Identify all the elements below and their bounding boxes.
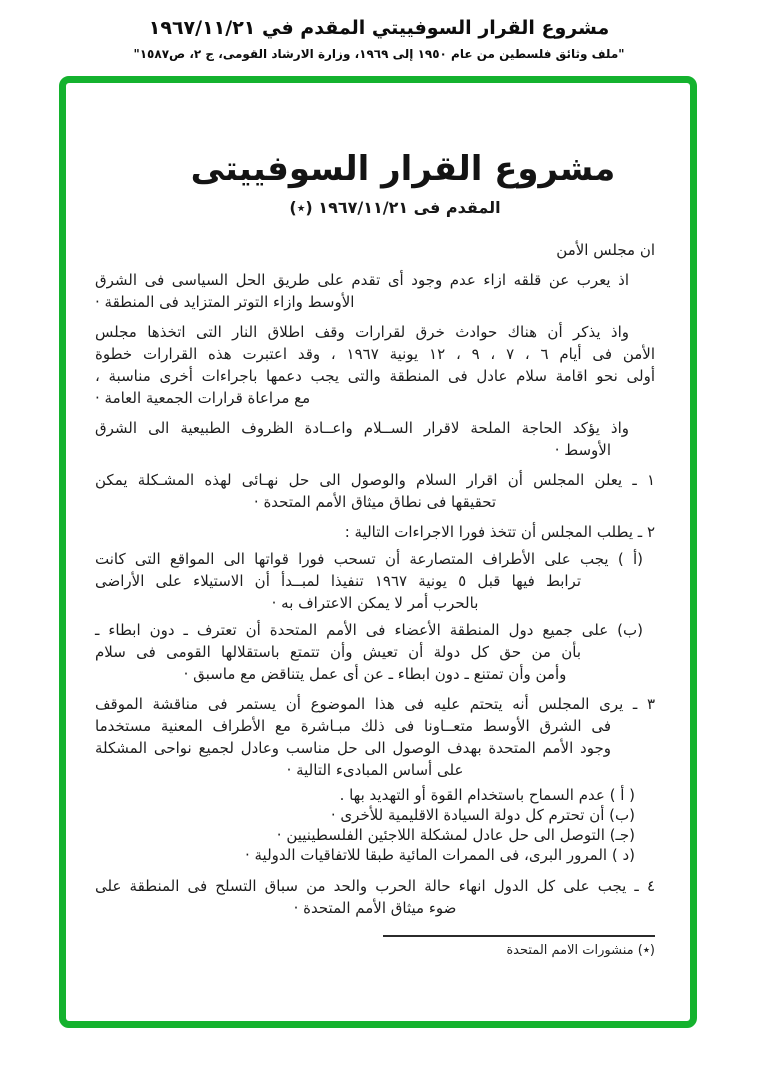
text-line: ١ ـ يعلن المجلس أن اقرار السلام والوصول الى حل نهـائى لهذه المشـكلة يمكن [95, 471, 655, 489]
text-line: الأوسط · [554, 441, 611, 459]
text-line: ٢ ـ يطلب المجلس أن تتخذ فورا الاجراءات التالية : [344, 523, 655, 541]
text-line: (ب) أن تحترم كل دولة السيادة الاقليمية للأخرى · [330, 806, 635, 824]
text-line: (ب) على جميع دول المنطقة الأعضاء فى الأمم المتحدة أن تعترف ـ دون ابطاء ـ [95, 621, 643, 639]
text-line: وجود الأمم المتحدة بهدف الوصول الى حل مناسب وعادل لجميع نواحى المشكلة [95, 739, 611, 757]
footnote-divider [383, 935, 655, 937]
footnote-text: (٭) منشورات الامم المتحدة [506, 943, 655, 958]
document [66, 147, 690, 1078]
text-line: ان مجلس الأمن [556, 241, 655, 259]
source-citation: "ملف وثائق فلسطين من عام ١٩٥٠ إلى ١٩٦٩، وزارة الارشاد القومى، ج ٢، ص١٥٨٧" [133, 47, 625, 61]
text-line: (د ) المرور البرى، فى الممرات المائية طبقا للاتفاقيات الدولية · [244, 846, 635, 864]
text-line: ترابط فيها قبل ٥ يونية ١٩٦٧ تنفيذا لمبــدأ أن الاستيلاء على الأراضى [95, 572, 581, 590]
footnote [95, 935, 655, 960]
text-line: (جـ) التوصل الى حل عادل لمشكلة اللاجئين الفلسطينيين · [276, 826, 635, 844]
text-line: أولى نحو اقامة سلام عادل فى المنطقة والتى يجب دعمها باجراءات أخرى مناسبة ، [95, 367, 655, 385]
text-line: وأمن وأن تمتنع ـ دون ابطاء ـ عن أى عمل يتناقض مع ماسبق · [183, 665, 567, 683]
text-line: اذ يعرب عن قلقه ازاء عدم وجود أى تقدم على طريق الحل السياسى فى الشرق [95, 271, 629, 289]
text-line: واذ يؤكد الحاجة الملحة لاقرار الســلام واعــادة الظروف الطبيعية الى الشرق [95, 419, 629, 437]
text-line: فى الشرق الأوسط متعــاونا فى ذلك مبـاشرة مع الأطراف المعنية مستخدما [95, 717, 611, 735]
document-frame [59, 76, 697, 1028]
document-subtitle: المقدم فى ١٩٦٧/١١/٢١ (٭) [289, 198, 501, 217]
text-line: على أساس المبادىء التالية · [286, 761, 464, 779]
text-line: ٣ ـ يرى المجلس أنه يتحتم عليه فى هذا الموضوع أن يستمر فى مناقشة الموقف [95, 695, 655, 713]
text-line: الأوسط وازاء التوتر المتزايد فى المنطقة · [95, 293, 355, 311]
page-title: مشروع القرار السوفييتي المقدم في ١٩٦٧/١١/٢١ [148, 17, 610, 39]
text-line: واذ يذكر أن هناك حوادث خرق لقرارات وقف اطلاق النار التى اتخذها مجلس [95, 323, 629, 341]
text-line: الأمن فى أيام ٦ ، ٧ ، ٩ ، ١٢ يونية ١٩٦٧ ، وقد اعتبرت هذه القرارات خطوة [95, 345, 656, 363]
text-line: بأن من حق كل دولة أن تعيش وأن تتمتع باستقلالها القومى فى سلام [95, 643, 581, 661]
text-line: ( أ ) عدم السماح باستخدام القوة أو التهديد بها . [339, 786, 635, 804]
text-line: مع مراعاة قرارات الجمعية العامة · [95, 389, 311, 407]
text-line: بالحرب أمر لا يمكن الاعتراف به · [271, 594, 479, 612]
text-line: (أ ) يجب على الأطراف المتصارعة أن تسحب فورا قواتها الى المواقع التى كانت [95, 550, 643, 568]
text-line: ضوء ميثاق الأمم المتحدة · [293, 899, 457, 917]
text-line: ٤ ـ يجب على كل الدول انهاء حالة الحرب والحد من سباق التسلح فى المنطقة على [95, 877, 655, 895]
document-body [95, 239, 655, 919]
text-line: تحقيقها فى نطاق ميثاق الأمم المتحدة · [253, 493, 497, 511]
document-title: مشروع القرار السوفييتى [190, 149, 616, 189]
bibliographic-header [0, 16, 758, 62]
